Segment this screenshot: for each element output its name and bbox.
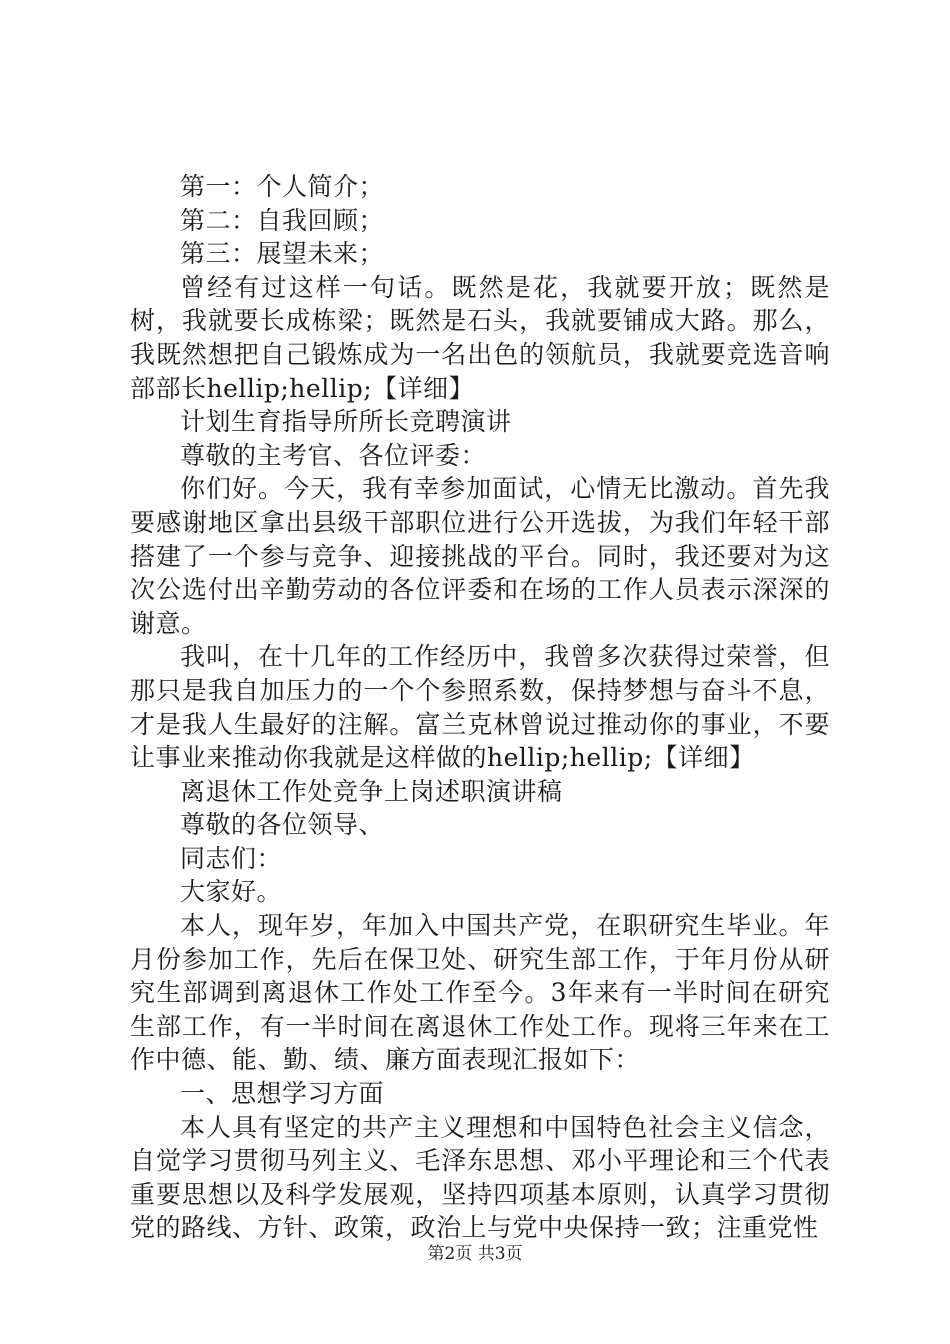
page-number-footer: 第2页 共3页 [427,1244,523,1264]
paragraph-hello: 大家好。 [180,877,283,907]
paragraph-quote: 曾经有过这样一句话。既然是花，我就要开放；既然是树，我就要长成栋梁；既然是石头，我就要铺成大路。那么，我既然想把自己锻炼成为一名出色的领航员，我就要竞选音响部部长hellip;hellip;【详细】 [130,272,830,403]
heading-family-planning-speech: 计划生育指导所所长竞聘演讲 [180,407,512,437]
paragraph-outline-2: 第二：自我回顾； [180,205,385,235]
paragraph-outline-3: 第三：展望未来； [180,239,385,269]
paragraph-background: 本人，现年岁，年加入中国共产党，在职研究生毕业。年月份参加工作，先后在保卫处、研究生部工作，于年月份从研究生部调到离退休工作处工作至今。3年来有一半时间在研究生部工作，有一半时间在离退休工作处工作。现将三年来在工作中德、能、勤、绩、廉方面表现汇报如下： [130,911,830,1075]
paragraph-greeting: 你们好。今天，我有幸参加面试，心情无比激动。首先我要感谢地区拿出县级干部职位进行公开选拔，为我们年轻干部搭建了一个参与竞争、迎接挑战的平台。同时，我还要对为这次公选付出辛勤劳动的各位评委和在场的工作人员表示深深的谢意。 [130,474,830,638]
document-body [130,170,830,1245]
heading-ideology-study: 一、思想学习方面 [180,1079,385,1109]
paragraph-salutation-leaders: 尊敬的各位领导、 [180,810,385,840]
paragraph-ideology: 本人具有坚定的共产主义理想和中国特色社会主义信念，自觉学习贯彻马列主义、毛泽东思想、邓小平理论和三个代表重要思想以及科学发展观，坚持四项基本原则，认真学习贯彻党的路线、方针、政策，政治上与党中央保持一致；注重党性 [130,1112,830,1243]
paragraph-outline-1: 第一：个人简介； [180,172,385,201]
paragraph-salutation-comrades: 同志们： [180,843,283,873]
paragraph-salutation-examiners: 尊敬的主考官、各位评委： [180,440,487,470]
paragraph-self-intro: 我叫，在十几年的工作经历中，我曾多次获得过荣誉，但那只是我自加压力的一个个参照系数，保持梦想与奋斗不息，才是我人生最好的注解。富兰克林曾说过推动你的事业，不要让事业来推动你我就是这样做的hellip;hellip;【详细】 [130,642,830,773]
heading-retirement-office-speech: 离退休工作处竞争上岗述职演讲稿 [180,776,563,806]
